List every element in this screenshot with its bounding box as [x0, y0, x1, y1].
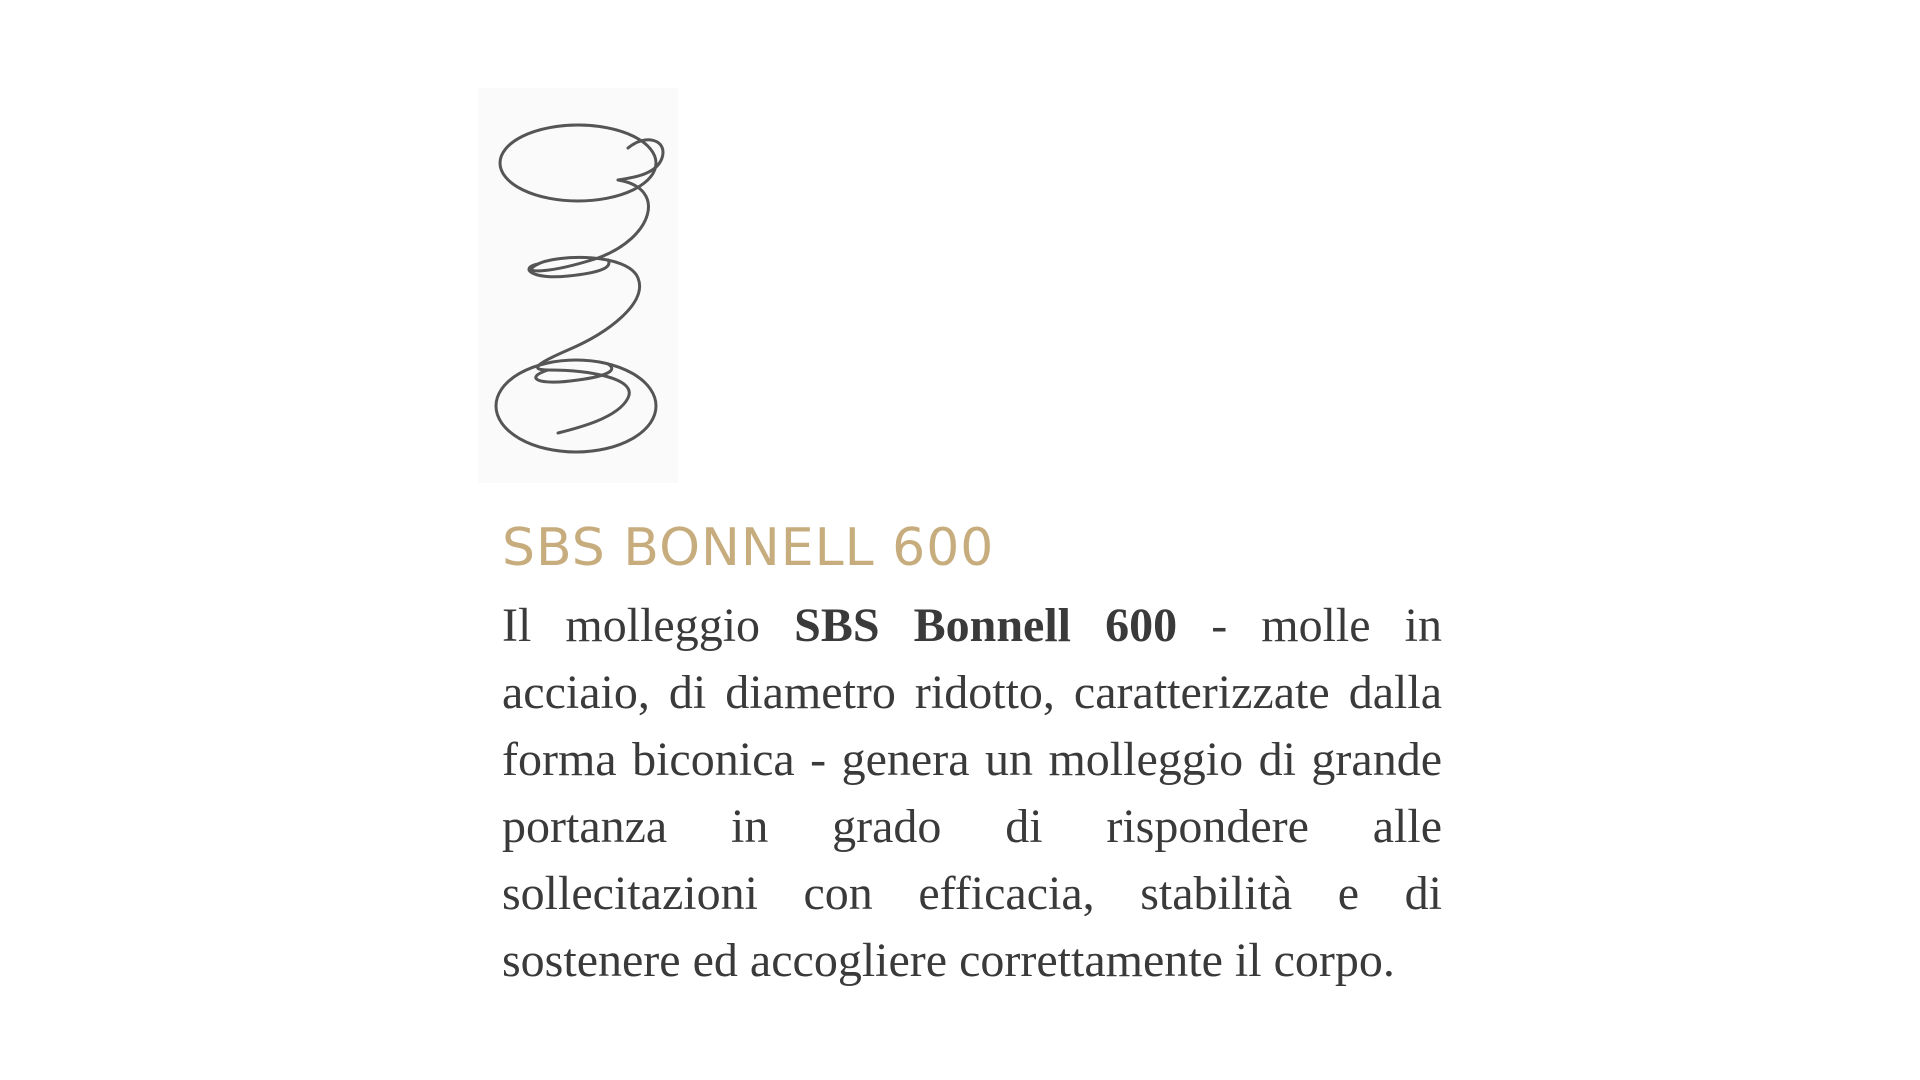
description-intro: Il molleggio — [502, 599, 795, 652]
description-body: - molle in acciaio, di diametro ridotto, caratterizzate dalla forma biconica - genera un molleggio di grande portanza in grado di rispondere alle sollecitazioni con efficacia, stabilità e di sostenere ed accogliere correttamente il corpo. — [502, 599, 1442, 987]
spring-bottom-coil — [496, 360, 656, 452]
bonnell-spring-icon — [478, 88, 678, 483]
spring-illustration — [478, 88, 678, 483]
description-product-name: SBS Bonnell 600 — [794, 599, 1178, 652]
spring-top-coil — [500, 125, 656, 201]
spring-coils — [496, 125, 663, 452]
product-title: SBS BONNELL 600 — [502, 518, 995, 578]
spring-lower-mid-coil — [536, 364, 612, 382]
spring-helix — [532, 180, 649, 433]
product-description — [502, 592, 1442, 994]
